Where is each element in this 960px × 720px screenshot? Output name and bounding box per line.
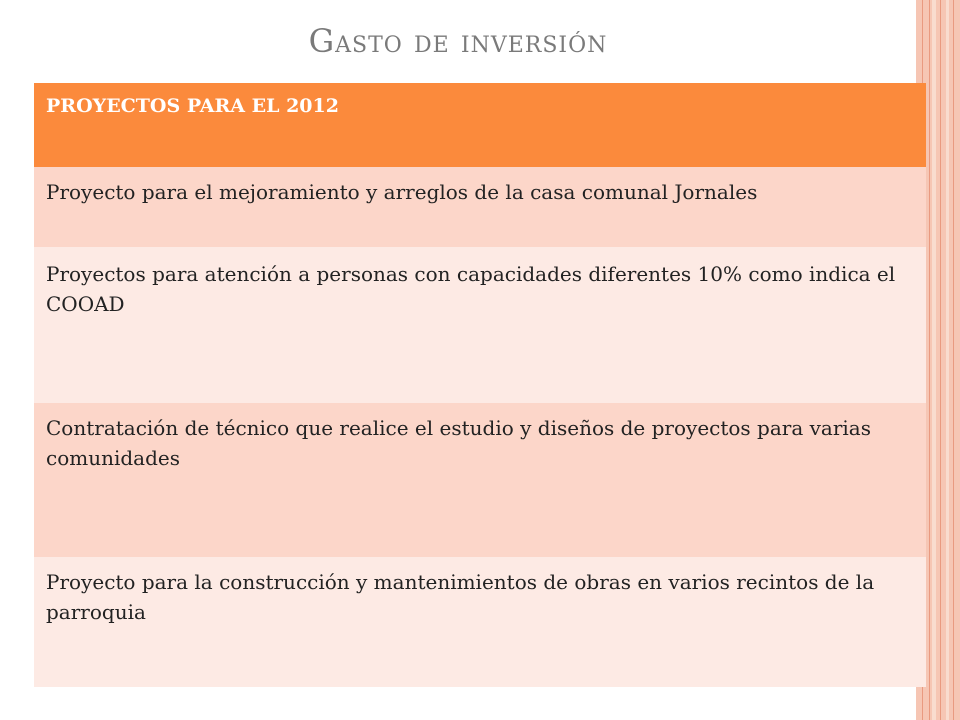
projects-table — [34, 83, 926, 687]
table-header-cell: PROYECTOS PARA EL 2012 — [34, 83, 926, 167]
table-row — [34, 403, 926, 557]
table-cell: Contratación de técnico que realice el estudio y diseños de proyectos para varias comunidades — [34, 403, 926, 557]
table-cell: Proyectos para atención a personas con capacidades diferentes 10% como indica el COOAD — [34, 247, 926, 403]
table-row — [34, 247, 926, 403]
table-row — [34, 167, 926, 247]
slide-title: Gasto de inversión — [308, 22, 608, 60]
table-header-row — [34, 83, 926, 167]
table-cell: Proyecto para la construcción y mantenimientos de obras en varios recintos de la parroquia — [34, 557, 926, 687]
table-cell: Proyecto para el mejoramiento y arreglos de la casa comunal Jornales — [34, 167, 926, 247]
table-row — [34, 557, 926, 687]
